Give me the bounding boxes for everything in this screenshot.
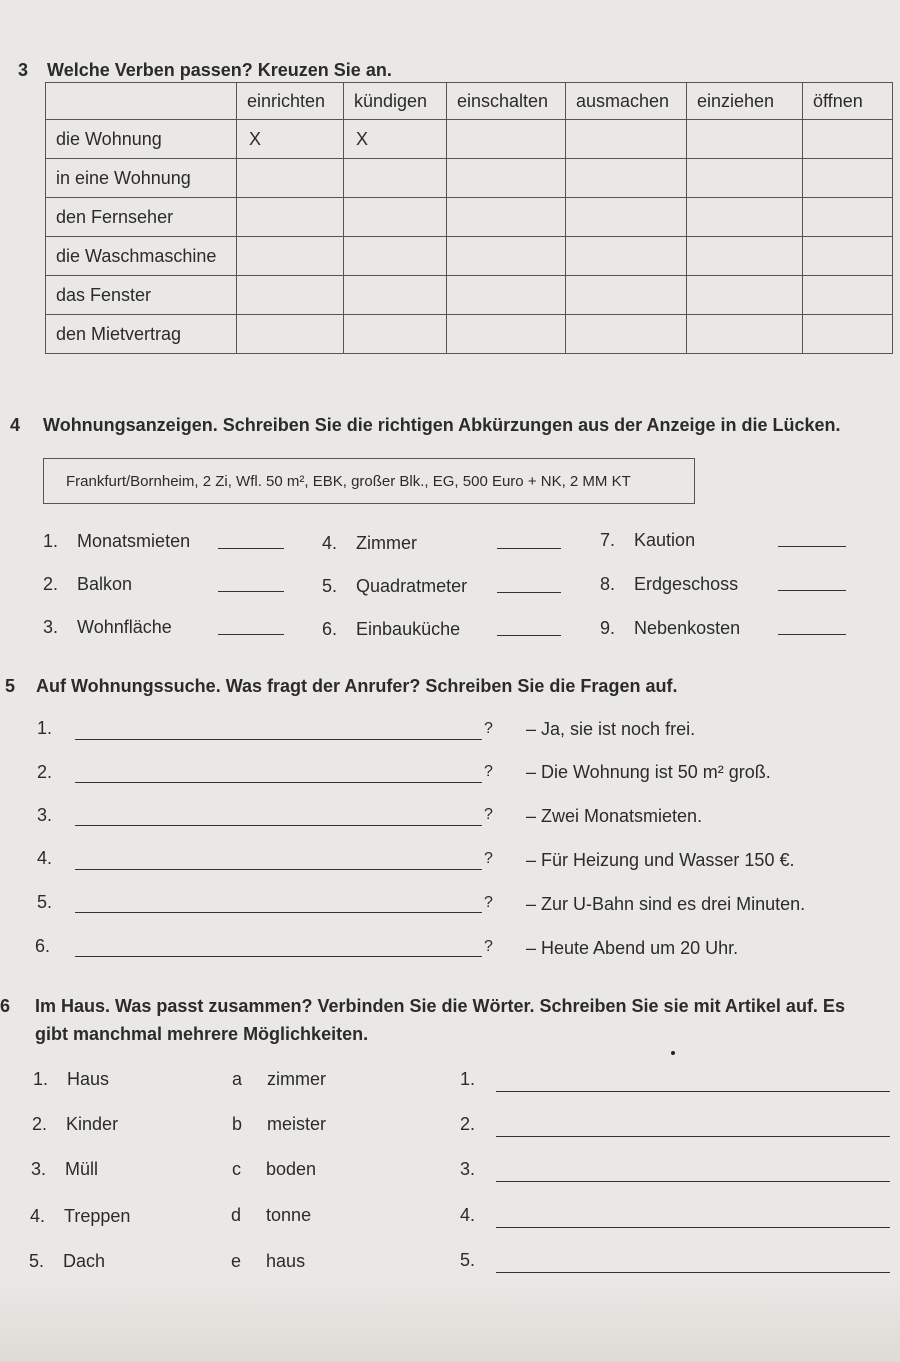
left-word	[30, 1206, 130, 1227]
table-row	[46, 120, 893, 159]
item-number: 3.	[43, 617, 59, 637]
item-letter: e	[231, 1251, 242, 1271]
abbr-blank[interactable]	[778, 590, 846, 591]
right-word	[231, 1251, 305, 1272]
question-mark: ?	[484, 806, 493, 823]
item-letter: b	[232, 1114, 243, 1134]
check-cell[interactable]	[803, 276, 893, 315]
check-cell[interactable]	[237, 315, 344, 354]
ad-text: Frankfurt/Bornheim, 2 Zi, Wfl. 50 m², EBK, großer Blk., EG, 500 Euro + NK, 2 MM KT	[66, 472, 631, 490]
task3-instruction: Welche Verben passen? Kreuzen Sie an.	[47, 60, 392, 80]
check-cell[interactable]	[803, 237, 893, 276]
item-number: 7.	[600, 530, 616, 550]
item-word: Kinder	[66, 1114, 119, 1134]
check-cell[interactable]	[687, 276, 803, 315]
check-cell[interactable]	[447, 237, 566, 276]
question-number: 6.	[35, 936, 51, 956]
item-label: Quadratmeter	[356, 576, 468, 596]
item-number: 3.	[31, 1159, 47, 1179]
check-cell[interactable]	[803, 159, 893, 198]
answer-text: – Ja, sie ist noch frei.	[526, 719, 696, 739]
question-number: 1.	[37, 718, 53, 738]
question-mark: ?	[484, 720, 493, 737]
item-number: 1.	[33, 1069, 49, 1089]
question-mark: ?	[484, 850, 493, 867]
abbr-blank[interactable]	[497, 635, 561, 636]
item-number: 8.	[600, 574, 616, 594]
table-row	[46, 315, 893, 354]
row-label: in eine Wohnung	[46, 159, 237, 198]
abbr-item	[600, 530, 695, 551]
question-number: 2.	[37, 762, 53, 782]
item-number: 1.	[43, 531, 59, 551]
item-number: 4.	[322, 533, 338, 553]
item-word: meister	[267, 1114, 327, 1134]
column-header-ausmachen: ausmachen	[566, 83, 687, 120]
row-label: die Wohnung	[46, 120, 237, 159]
answer-text: – Zwei Monatsmieten.	[526, 806, 703, 826]
item-number: 5.	[29, 1251, 45, 1271]
table-row	[46, 198, 893, 237]
item-label: Einbauküche	[356, 619, 461, 639]
question-blank[interactable]	[75, 869, 482, 870]
table-row	[46, 237, 893, 276]
check-cell[interactable]	[687, 159, 803, 198]
check-cell[interactable]	[566, 315, 687, 354]
question-number: 3.	[37, 805, 53, 825]
abbr-blank[interactable]	[497, 548, 561, 549]
check-cell[interactable]	[803, 120, 893, 159]
item-label: Balkon	[77, 574, 133, 594]
check-cell[interactable]	[687, 237, 803, 276]
item-word: Treppen	[64, 1206, 131, 1226]
task6-number: 6	[0, 996, 11, 1016]
question-mark: ?	[484, 763, 493, 780]
question-blank[interactable]	[75, 956, 482, 957]
column-header-einschalten: einschalten	[447, 83, 566, 120]
answer-text: – Für Heizung und Wasser 150 €.	[526, 850, 795, 870]
question-blank[interactable]	[75, 912, 482, 913]
item-word: Müll	[65, 1159, 99, 1179]
answer-blank[interactable]	[496, 1136, 890, 1137]
question-mark: ?	[484, 894, 493, 911]
check-cell[interactable]	[344, 315, 447, 354]
answer-number: 2.	[460, 1114, 476, 1134]
table-row	[46, 276, 893, 315]
stray-dot	[671, 1051, 675, 1055]
item-label: Nebenkosten	[634, 618, 741, 638]
answer-text: – Heute Abend um 20 Uhr.	[526, 938, 739, 958]
item-letter: d	[231, 1205, 242, 1225]
row-label: das Fenster	[46, 276, 237, 315]
table-header-row	[46, 83, 893, 120]
task3-number: 3	[18, 60, 29, 80]
task4-number: 4	[10, 415, 21, 435]
left-word	[29, 1251, 105, 1272]
check-cell[interactable]	[803, 315, 893, 354]
question-number: 5.	[37, 892, 53, 912]
check-cell[interactable]: X	[344, 120, 447, 159]
abbr-blank[interactable]	[778, 634, 846, 635]
abbr-blank[interactable]	[218, 591, 284, 592]
item-word: Haus	[67, 1069, 110, 1089]
row-label: den Mietvertrag	[46, 315, 237, 354]
check-cell[interactable]	[237, 198, 344, 237]
abbr-blank[interactable]	[778, 546, 846, 547]
item-label: Wohnfläche	[77, 617, 172, 637]
item-number: 2.	[32, 1114, 48, 1134]
row-label: die Waschmaschine	[46, 237, 237, 276]
task6-title	[0, 996, 845, 1017]
left-word	[32, 1114, 118, 1135]
check-cell[interactable]: X	[237, 120, 344, 159]
check-cell[interactable]	[566, 198, 687, 237]
right-word	[232, 1159, 316, 1180]
item-number: 6.	[322, 619, 338, 639]
task6-instruction-line1: Im Haus. Was passt zusammen? Verbinden Sie die Wörter. Schreiben Sie sie mit Artikel auf. Es	[35, 996, 845, 1016]
answer-blank[interactable]	[496, 1227, 890, 1228]
item-label: Erdgeschoss	[634, 574, 739, 594]
answer-blank[interactable]	[496, 1091, 890, 1092]
item-word: haus	[266, 1251, 306, 1271]
table-corner-cell	[46, 83, 237, 120]
check-cell[interactable]	[447, 276, 566, 315]
item-label: Kaution	[634, 530, 696, 550]
item-word: tonne	[266, 1205, 312, 1225]
question-blank[interactable]	[75, 739, 482, 740]
item-letter: c	[232, 1159, 241, 1179]
check-cell[interactable]	[566, 159, 687, 198]
row-label: den Fernseher	[46, 198, 237, 237]
question-number: 4.	[37, 848, 53, 868]
check-cell[interactable]	[687, 198, 803, 237]
right-word	[231, 1205, 311, 1226]
apartment-ad	[43, 458, 695, 504]
abbr-blank[interactable]	[218, 548, 284, 549]
item-number: 2.	[43, 574, 59, 594]
abbr-item	[322, 533, 417, 554]
check-cell[interactable]	[344, 237, 447, 276]
abbr-item	[43, 531, 190, 552]
check-cell[interactable]	[447, 315, 566, 354]
task6-instruction-line2: gibt manchmal mehrere Möglichkeiten.	[35, 1024, 369, 1044]
check-cell[interactable]	[447, 120, 566, 159]
answer-text: – Zur U-Bahn sind es drei Minuten.	[526, 894, 806, 914]
verb-table	[45, 82, 893, 354]
right-word	[232, 1069, 326, 1090]
left-word	[33, 1069, 109, 1090]
column-header-einziehen: einziehen	[687, 83, 803, 120]
column-header-einrichten: einrichten	[237, 83, 344, 120]
check-cell[interactable]	[566, 237, 687, 276]
check-cell[interactable]	[566, 276, 687, 315]
check-cell[interactable]	[344, 276, 447, 315]
abbr-item	[600, 618, 740, 639]
table-row	[46, 159, 893, 198]
abbr-item	[322, 576, 467, 597]
item-word: boden	[266, 1159, 317, 1179]
check-cell[interactable]	[566, 120, 687, 159]
abbr-blank[interactable]	[218, 634, 284, 635]
right-word	[232, 1114, 326, 1135]
item-word: Dach	[63, 1251, 106, 1271]
answer-text: – Die Wohnung ist 50 m² groß.	[526, 762, 771, 782]
check-cell[interactable]	[344, 198, 447, 237]
answer-number: 3.	[460, 1159, 476, 1179]
column-header-kuendigen: kündigen	[344, 83, 447, 120]
column-header-oeffnen: öffnen	[803, 83, 893, 120]
task3-title	[18, 60, 392, 81]
answer-blank[interactable]	[496, 1272, 890, 1273]
question-blank[interactable]	[75, 782, 482, 783]
item-word: zimmer	[267, 1069, 327, 1089]
check-cell[interactable]	[687, 315, 803, 354]
abbr-item	[43, 574, 132, 595]
abbr-item	[600, 574, 738, 595]
left-word	[31, 1159, 98, 1180]
check-cell[interactable]	[237, 276, 344, 315]
abbr-item	[322, 619, 460, 640]
abbr-item	[43, 617, 172, 638]
task5-title	[5, 676, 677, 697]
check-cell[interactable]	[237, 159, 344, 198]
answer-blank[interactable]	[496, 1181, 890, 1182]
item-letter: a	[232, 1069, 243, 1089]
page-shadow	[0, 1280, 900, 1362]
check-cell[interactable]	[687, 120, 803, 159]
item-number: 5.	[322, 576, 338, 596]
answer-number: 4.	[460, 1205, 476, 1225]
task4-instruction: Wohnungsanzeigen. Schreiben Sie die richtigen Abkürzungen aus der Anzeige in die Lücken.	[43, 415, 841, 435]
check-cell[interactable]	[803, 198, 893, 237]
check-cell[interactable]	[447, 159, 566, 198]
check-cell[interactable]	[237, 237, 344, 276]
abbr-blank[interactable]	[497, 592, 561, 593]
item-label: Zimmer	[356, 533, 418, 553]
answer-number: 5.	[460, 1250, 476, 1270]
item-label: Monatsmieten	[77, 531, 191, 551]
check-cell[interactable]	[344, 159, 447, 198]
item-number: 9.	[600, 618, 616, 638]
question-blank[interactable]	[75, 825, 482, 826]
answer-number: 1.	[460, 1069, 476, 1089]
task5-instruction: Auf Wohnungssuche. Was fragt der Anrufer? Schreiben Sie die Fragen auf.	[36, 676, 678, 696]
task5-number: 5	[5, 676, 16, 696]
question-mark: ?	[484, 938, 493, 955]
item-number: 4.	[30, 1206, 46, 1226]
task4-title	[10, 415, 841, 436]
check-cell[interactable]	[447, 198, 566, 237]
